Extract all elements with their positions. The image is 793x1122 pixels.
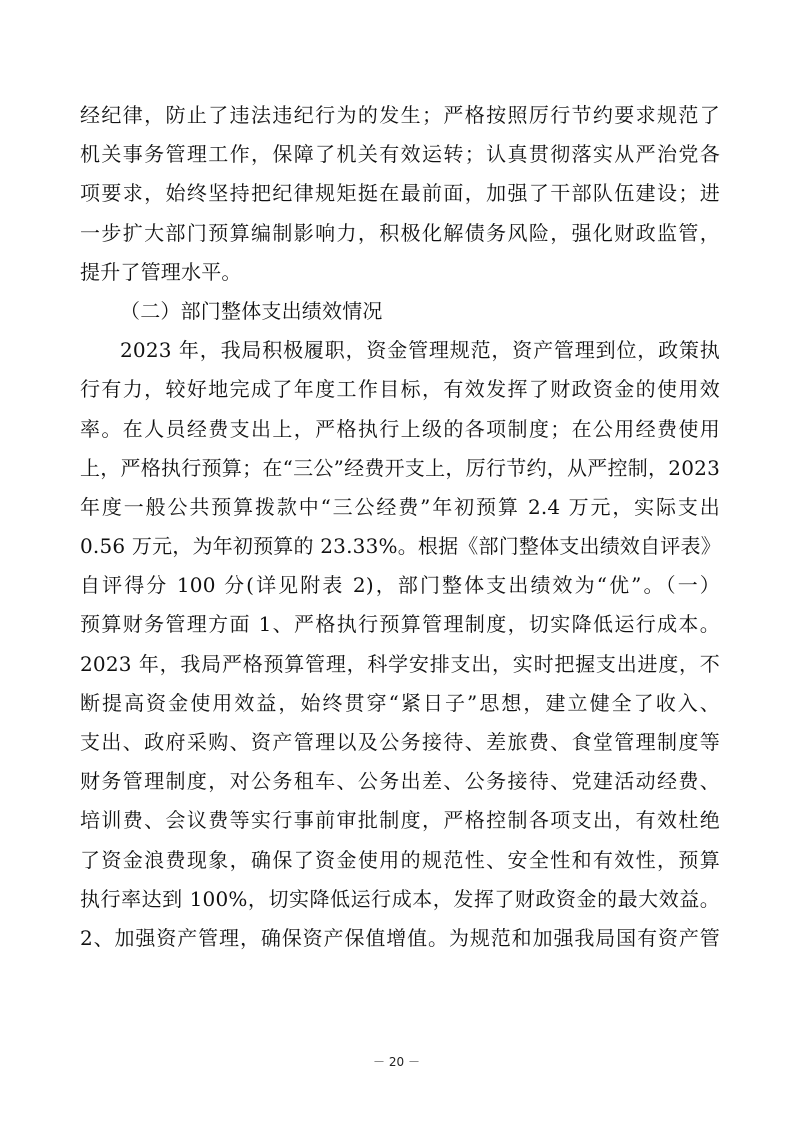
body-text (80, 96, 720, 958)
text-line: 年度一般公共预算拨款中“三公经费”年初预算 2.4 万元，实际支出 (80, 494, 720, 519)
text-line: 了资金浪费现象，确保了资金使用的规范性、安全性和有效性，预算 (80, 847, 720, 872)
text-line: 财务管理制度，对公务租车、公务出差、公务接待、党建活动经费、 (80, 769, 720, 794)
text-line: 执行率达到 100%，切实降低运行成本，发挥了财政资金的最大效益。 (80, 886, 720, 911)
text-line: 2023 年，我局严格预算管理，科学安排支出，实时把握支出进度，不 (80, 651, 720, 676)
text-line: 项要求，始终坚持把纪律规矩挺在最前面，加强了干部队伍建设；进 (80, 181, 720, 206)
text-line: 2、加强资产管理，确保资产保值增值。为规范和加强我局国有资产管 (80, 925, 720, 950)
text-line: 率。在人员经费支出上，严格执行上级的各项制度；在公用经费使用 (80, 416, 720, 441)
text-line: 提升了管理水平。 (80, 259, 242, 284)
text-line: 机关事务管理工作，保障了机关有效运转；认真贯彻落实从严治党各 (80, 142, 720, 167)
text-line: 上，严格执行预算；在“三公”经费开支上，厉行节约，从严控制，2023 (80, 455, 720, 480)
text-line: 支出、政府采购、资产管理以及公务接待、差旅费、食堂管理制度等 (80, 730, 720, 754)
section-heading: （二）部门整体支出绩效情况 (120, 298, 383, 323)
text-line: 培训费、会议费等实行事前审批制度，严格控制各项支出，有效杜绝 (80, 808, 720, 833)
text-line: 断提高资金使用效益，始终贯穿“紧日子”思想，建立健全了收入、 (80, 690, 720, 715)
page-number: － 20 － (373, 1055, 420, 1069)
text-line: 自评得分 100 分(详见附表 2)，部门整体支出绩效为“优”。（一） (80, 573, 720, 598)
text-line: 行有力，较好地完成了年度工作目标，有效发挥了财政资金的使用效 (80, 377, 720, 402)
text-line: 2023 年，我局积极履职，资金管理规范，资产管理到位，政策执 (120, 338, 720, 363)
text-line: 一步扩大部门预算编制影响力，积极化解债务风险，强化财政监管， (80, 220, 720, 245)
text-line: 经纪律，防止了违法违纪行为的发生；严格按照厉行节约要求规范了 (80, 103, 720, 127)
text-line: 预算财务管理方面 1、严格执行预算管理制度，切实降低运行成本。 (80, 612, 720, 637)
text-line: 0.56 万元，为年初预算的 23.33%。根据《部门整体支出绩效自评表》 (80, 534, 721, 559)
